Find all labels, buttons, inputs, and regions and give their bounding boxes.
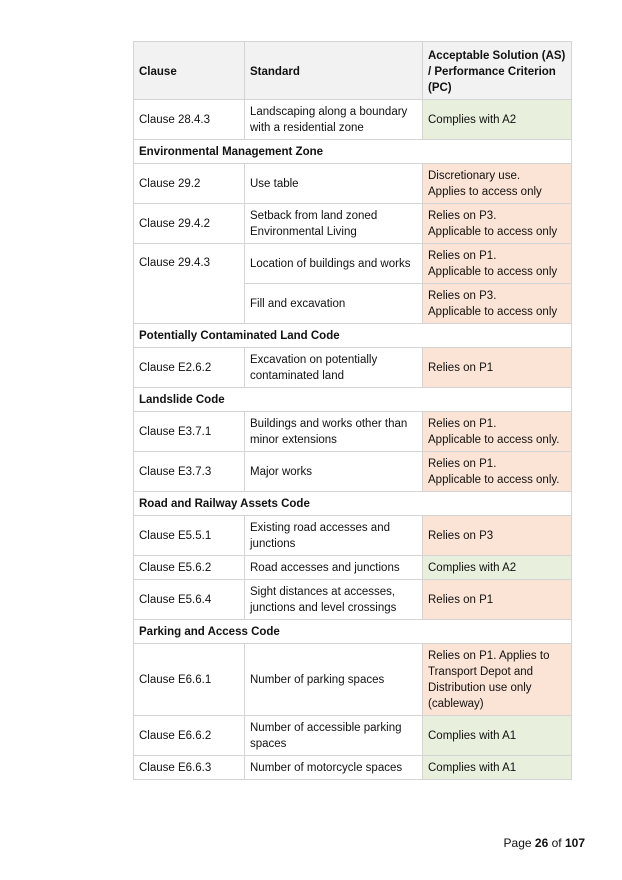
table-row — [134, 100, 572, 140]
page-total: 107 — [564, 836, 585, 850]
standard-cell: Number of parking spaces — [245, 644, 423, 716]
clause-cell: Clause E2.6.2 — [134, 348, 245, 388]
standard-cell: Setback from land zoned Environmental Living — [245, 204, 423, 244]
page-number — [504, 836, 585, 850]
clause-cell: Clause 29.4.3 — [134, 244, 245, 324]
standard-cell: Major works — [245, 452, 423, 492]
solution-cell: Relies on P3. Applicable to access only — [423, 204, 572, 244]
table-row — [134, 164, 572, 204]
header-standard: Standard — [245, 42, 423, 100]
header-clause: Clause — [134, 42, 245, 100]
clause-cell: Clause E5.6.4 — [134, 580, 245, 620]
section-heading: Environmental Management Zone — [134, 140, 572, 164]
standard-cell: Use table — [245, 164, 423, 204]
standard-cell: Number of motorcycle spaces — [245, 756, 423, 780]
section-heading: Landslide Code — [134, 388, 572, 412]
section-row — [134, 324, 572, 348]
section-heading: Potentially Contaminated Land Code — [134, 324, 572, 348]
table-row — [134, 516, 572, 556]
page-prefix: Page — [503, 836, 532, 850]
table-row — [134, 644, 572, 716]
table-row — [134, 716, 572, 756]
section-row — [134, 620, 572, 644]
clause-cell: Clause 29.4.2 — [134, 204, 245, 244]
clause-cell: Clause E5.6.2 — [134, 556, 245, 580]
solution-cell: Relies on P1. Applicable to access only. — [423, 452, 572, 492]
solution-cell: Complies with A2 — [423, 556, 572, 580]
table-row — [134, 756, 572, 780]
table-row — [134, 204, 572, 244]
standard-cell: Excavation on potentially contaminated land — [245, 348, 423, 388]
table-row — [134, 580, 572, 620]
solution-cell: Complies with A1 — [423, 716, 572, 756]
solution-cell: Relies on P3. Applicable to access only — [423, 284, 572, 324]
section-row — [134, 140, 572, 164]
clause-cell: Clause E3.7.1 — [134, 412, 245, 452]
clauses-table — [133, 41, 572, 780]
solution-cell: Relies on P1. Applicable to access only — [423, 244, 572, 284]
standard-cell: Existing road accesses and junctions — [245, 516, 423, 556]
solution-cell: Relies on P1. Applicable to access only. — [423, 412, 572, 452]
clause-cell: Clause E6.6.2 — [134, 716, 245, 756]
header-solution: Acceptable Solution (AS) / Performance Criterion (PC) — [423, 42, 572, 100]
solution-cell: Discretionary use. Applies to access only — [423, 164, 572, 204]
standard-cell: Location of buildings and works — [245, 244, 423, 284]
table-row — [134, 348, 572, 388]
table-row — [134, 412, 572, 452]
standard-cell: Landscaping along a boundary with a residential zone — [245, 100, 423, 140]
solution-cell: Relies on P3 — [423, 516, 572, 556]
standard-cell: Number of accessible parking spaces — [245, 716, 423, 756]
standard-cell: Buildings and works other than minor extensions — [245, 412, 423, 452]
clause-cell: Clause E6.6.3 — [134, 756, 245, 780]
table-row — [134, 556, 572, 580]
solution-cell: Complies with A2 — [423, 100, 572, 140]
solution-cell: Relies on P1 — [423, 580, 572, 620]
table-row — [134, 244, 572, 284]
clause-cell: Clause E5.5.1 — [134, 516, 245, 556]
section-heading: Road and Railway Assets Code — [134, 492, 572, 516]
solution-cell: Relies on P1. Applies to Transport Depot and Distribution use only (cableway) — [423, 644, 572, 716]
table-row — [134, 452, 572, 492]
standard-cell: Road accesses and junctions — [245, 556, 423, 580]
standard-cell: Fill and excavation — [245, 284, 423, 324]
solution-cell: Relies on P1 — [423, 348, 572, 388]
standard-cell: Sight distances at accesses, junctions and level crossings — [245, 580, 423, 620]
page-of: of — [551, 836, 562, 850]
clause-cell: Clause E6.6.1 — [134, 644, 245, 716]
clause-cell: Clause 28.4.3 — [134, 100, 245, 140]
solution-cell: Complies with A1 — [423, 756, 572, 780]
section-heading: Parking and Access Code — [134, 620, 572, 644]
section-row — [134, 492, 572, 516]
section-row — [134, 388, 572, 412]
clause-cell: Clause 29.2 — [134, 164, 245, 204]
page-current: 26 — [534, 836, 549, 850]
table-header-row — [134, 42, 572, 100]
clause-cell: Clause E3.7.3 — [134, 452, 245, 492]
